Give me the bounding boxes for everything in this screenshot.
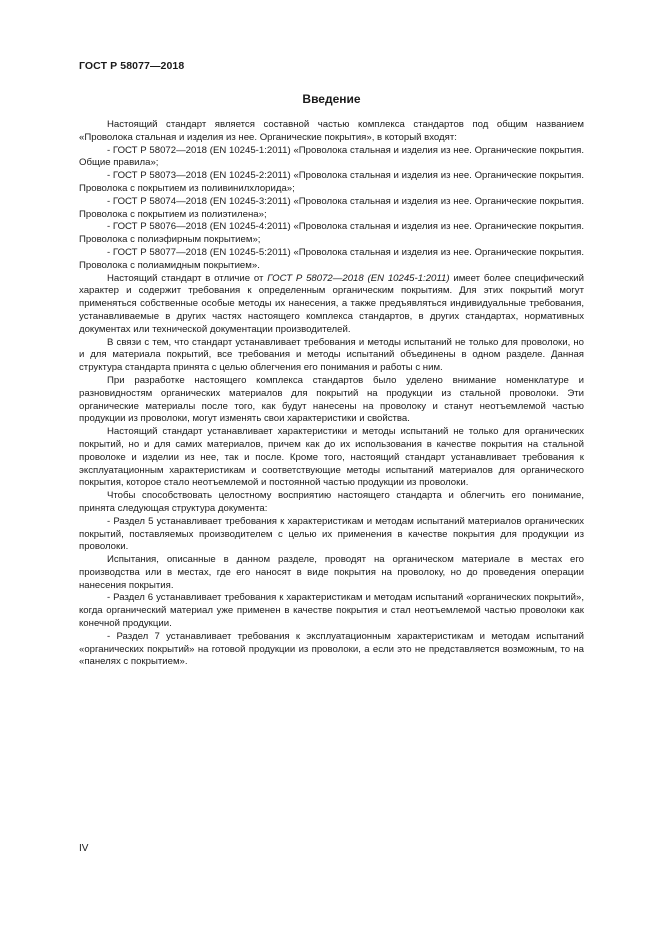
section-title: Введение (302, 92, 361, 106)
paragraph-requirements-methods: В связи с тем, что стандарт устанавливает требования и методы испытаний не только для проволоки, но и для материала покрытий, все требования и методы испытаний объединены в одном разделе. Данная структура стандарта принята с целью облегчения его понимания и работы с ним. (79, 336, 584, 374)
list-item-section-7: - Раздел 7 устанавливает требования к эксплуатационным характеристикам и методам испытаний «органических покрытий» на готовой продукции из проволоки, а если это не представляется возможным, то на «панелях с покрытием». (79, 630, 584, 668)
gost-reference-italic: ГОСТ Р 58072—2018 (EN 10245-1:2011) (267, 272, 450, 284)
list-item-section-6: - Раздел 6 устанавливает требования к характеристикам и методам испытаний «органических покрытий», когда органический материал уже применен в качестве покрытия и стал неотъемлемой частью проволоки как конечной продукции. (79, 592, 584, 630)
paragraph-tests: Испытания, описанные в данном разделе, проводят на органическом материале в местах его производства или в местах, где его наносят в виде покрытия на проволоку, но до проведения операции нанесения покрытия. (79, 554, 584, 591)
paragraph-specific-text-start: Настоящий стандарт в отличие от (107, 272, 268, 284)
list-item-standard-1: - ГОСТ Р 58072—2018 (EN 10245-1:2011) «Проволока стальная и изделия из нее. Органические покрытия. Общие правила»; (79, 144, 584, 169)
paragraph-development: При разработке настоящего комплекса стандартов было уделено внимание номенклатуре и разновидностям органических материалов для покрытий на продукции из стальной проволоки. Эти органические материалы после того, как будут нанесены на проволоку и станут неотъемлемой частью продукции из проволоки, могут изменять свои характеристики и свойства. (79, 374, 584, 425)
page-number: IV (79, 843, 89, 854)
list-item-standard-2: - ГОСТ Р 58073—2018 (EN 10245-2:2011) «Проволока стальная и изделия из нее. Органические покрытия. Проволока с покрытием из поливинилхлорида»; (79, 170, 584, 194)
list-item-standard-3: - ГОСТ Р 58074—2018 (EN 10245-3:2011) «Проволока стальная и изделия из нее. Органические покрытия. Проволока с покрытием из полиэтилена»; (79, 195, 584, 220)
paragraph-characteristics: Настоящий стандарт устанавливает характеристики и методы испытаний не только для органических покрытий, но и для самих материалов, причем как до их использования в качестве покрытия на стальной проволоке и изделии из нее, так и после. Кроме того, настоящий стандарт устанавливает требования к эксплуатационным характеристикам и соответствующие методы испытаний материалов для органического покрытия, которое стало неотъемлемой и постоянной частью продукции из проволоки. (79, 426, 584, 489)
paragraph-specific-text-end: имеет более специфический характер и содержит требования к определенным органическим покрытиям. Для этих покрытий могут применяться собственные особые методы их нанесения, а также предъявляться индивидуальные требования, устанавливаемые в других частях настоящего комплекса стандартов, в других стандартах, нормативных документах или технической документации производителей. (79, 272, 585, 335)
paragraph-intro: Настоящий стандарт является составной частью комплекса стандартов под общим названием «Проволока стальная и изделия из нее. Органические покрытия», в который входят: (79, 119, 584, 143)
list-item-section-5: - Раздел 5 устанавливает требования к характеристикам и методам испытаний материалов органических покрытий, поставляемых производителем с целью их применения в качестве покрытия для продукции из проволоки. (79, 515, 584, 553)
document-code-header: ГОСТ Р 58077—2018 (79, 60, 185, 72)
paragraph-specific-character (79, 273, 584, 337)
paragraph-structure: Чтобы способствовать целостному восприятию настоящего стандарта и облегчить его понимание, принята следующая структура документа: (79, 490, 584, 514)
list-item-standard-4: - ГОСТ Р 58076—2018 (EN 10245-4:2011) «Проволока стальная и изделия из нее. Органические покрытия. Проволока с полиэфирным покрытием»; (79, 221, 584, 246)
body-text (79, 119, 584, 669)
list-item-standard-5: - ГОСТ Р 58077—2018 (EN 10245-5:2011) «Проволока стальная и изделия из нее. Органические покрытия. Проволока с полиамидным покрытием». (79, 246, 584, 271)
